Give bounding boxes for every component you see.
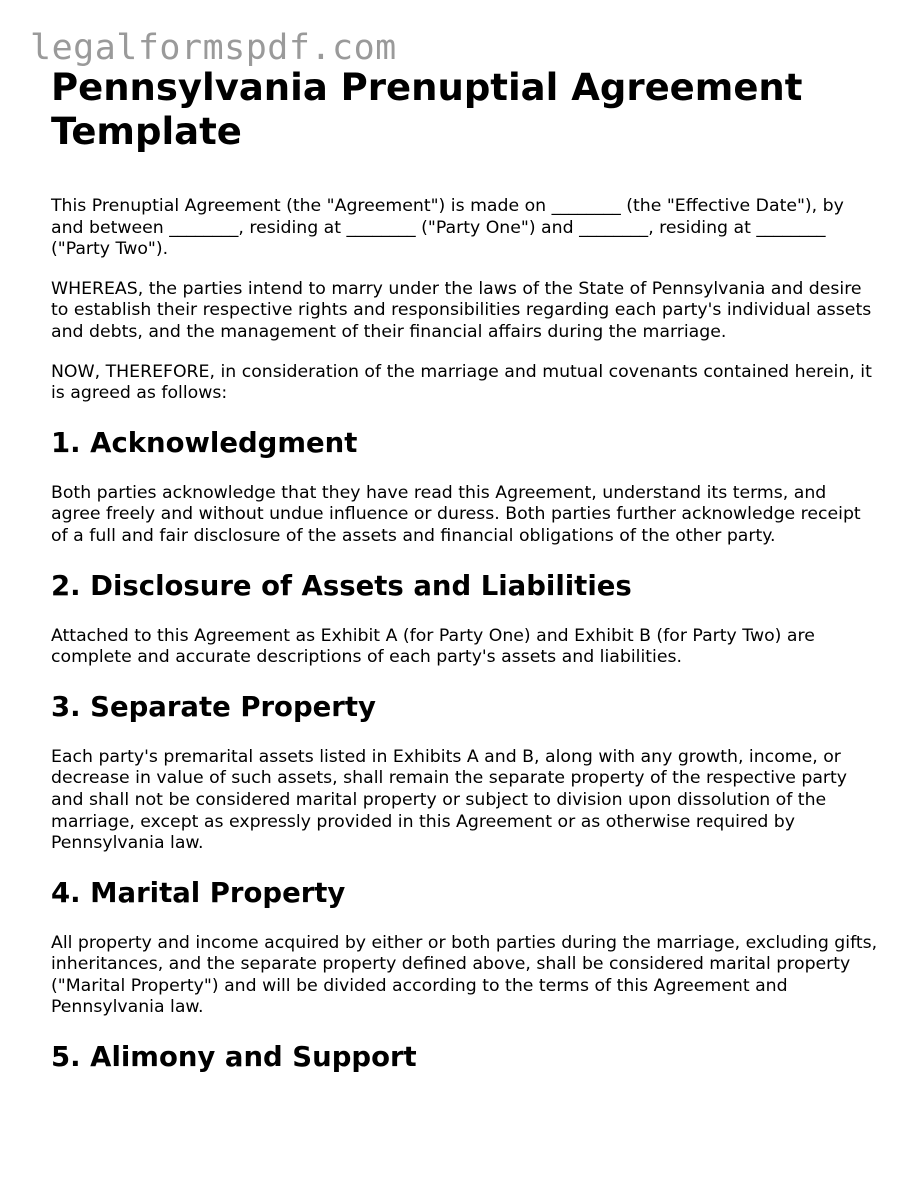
section-heading-acknowledgment: 1. Acknowledgment [51,426,358,459]
section-body-marital-property: All property and income acquired by either or both parties during the marriage, excluding gifts, inheritances, and the separate property defined above, shall be considered marital property ("Marital Property") and will be divided according to the terms of this Agreement and Pennsylvania law. [51,932,878,1018]
section-body-separate-property: Each party's premarital assets listed in Exhibits A and B, along with any growth, income, or decrease in value of such assets, shall remain the separate property of the respective party and shall not be considered marital property or subject to division upon dissolution of the marriage, except as expressly provided in this Agreement or as otherwise required by Pennsylvania law. [51,746,848,854]
section-heading-disclosure: 2. Disclosure of Assets and Liabilities [51,569,632,602]
intro-paragraph: This Prenuptial Agreement (the "Agreement") is made on ________ (the "Effective Date"), by and between ________, residing at ________ ("Party One") and ________, residing at ________ ("Party Two"). [51,196,844,260]
section-heading-marital-property: 4. Marital Property [51,876,346,909]
now-therefore-paragraph: NOW, THEREFORE, in consideration of the marriage and mutual covenants contained herein, it is agreed as follows: [51,361,872,404]
section-heading-alimony: 5. Alimony and Support [51,1041,417,1074]
document-body [51,66,881,1073]
section-body-disclosure: Attached to this Agreement as Exhibit A (for Party One) and Exhibit B (for Party Two) are complete and accurate descriptions of each party's assets and liabilities. [51,625,815,668]
watermark: legalformspdf.com [30,28,397,68]
section-body-acknowledgment: Both parties acknowledge that they have read this Agreement, understand its terms, and agree freely and without undue influence or duress. Both parties further acknowledge receipt of a full and fair disclosure of the assets and financial obligations of the other party. [51,482,861,546]
whereas-paragraph: WHEREAS, the parties intend to marry under the laws of the State of Pennsylvania and desire to establish their respective rights and responsibilities regarding each party's individual assets and debts, and the management of their financial affairs during the marriage. [51,278,872,342]
document-title: Pennsylvania Prenuptial Agreement Template [51,66,803,153]
section-heading-separate-property: 3. Separate Property [51,690,376,723]
